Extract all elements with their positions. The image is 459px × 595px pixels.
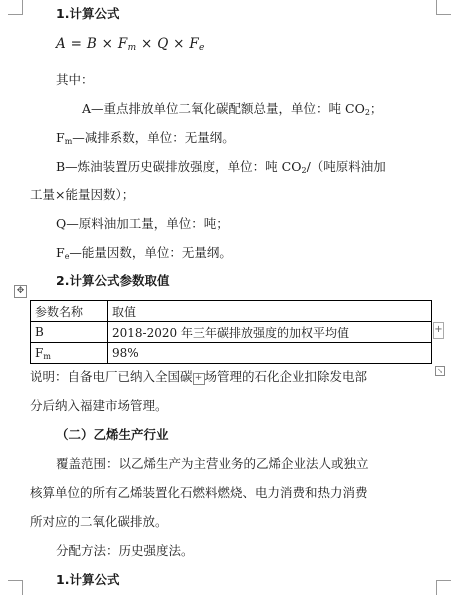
formula-subscript: m — [127, 43, 137, 53]
section-heading: 1.计算公式 — [56, 572, 120, 587]
table-row — [31, 322, 432, 343]
cell-subscript: m — [43, 351, 51, 361]
definition-text: —减排系数，单位：无量纲。 — [72, 130, 235, 145]
definition-text: —能量因数，单位：无量纲。 — [69, 245, 232, 260]
formula-subscript: e — [199, 43, 205, 53]
section-heading: （二）乙烯生产行业 — [56, 427, 169, 442]
table-move-handle-icon[interactable]: ✥ — [14, 285, 27, 298]
table-header-cell[interactable]: 取值 — [108, 301, 432, 322]
page-corner-mark — [436, 0, 451, 15]
formula-operator: × — [97, 36, 118, 52]
definition-text: A—重点排放单位二氧化碳配额总量，单位：吨 CO — [82, 101, 365, 116]
formula-term: Q — [157, 36, 169, 52]
formula-operator: = — [66, 36, 87, 52]
note-text: 场管理的石化企业扣除发电部 — [204, 369, 368, 384]
table-row — [31, 343, 432, 364]
formula-term: A — [56, 36, 67, 52]
formula-term: B — [86, 36, 98, 52]
page-corner-mark — [8, 580, 23, 595]
table-cell[interactable]: 98% — [108, 343, 432, 364]
definition-text: B—炼油装置历史碳排放强度，单位：吨 CO — [56, 159, 302, 174]
scope-line3: 所对应的二氧化碳排放。 — [30, 514, 168, 529]
definition-subscript: 2 — [301, 166, 307, 175]
definition-text: /（吨原料油加 — [306, 159, 386, 174]
allocation-method: 分配方法：历史强度法。 — [56, 543, 194, 558]
table-cell[interactable]: 2018-2020 年三年碳排放强度的加权平均值 — [108, 322, 432, 343]
definition-fe — [56, 243, 232, 261]
table-cell[interactable]: B — [31, 322, 108, 343]
definition-text: ； — [369, 101, 383, 116]
definition-subscript: 2 — [364, 108, 370, 117]
definition-b-line1 — [56, 157, 386, 175]
parameter-table — [30, 300, 432, 364]
formula-term: F — [189, 36, 200, 52]
definition-text: F — [56, 130, 65, 145]
add-row-icon[interactable]: + — [193, 373, 205, 385]
table-resize-handle-icon[interactable]: ↘ — [435, 366, 445, 376]
scope-line1: 覆盖范围：以乙烯生产为主营业务的乙烯企业法人或独立 — [56, 456, 369, 471]
cell-text: F — [35, 345, 44, 360]
definition-subscript: m — [64, 137, 73, 146]
table-header-cell[interactable]: 参数名称 — [31, 301, 108, 322]
note-line1 — [30, 367, 367, 385]
note-line2: 分后纳入福建市场管理。 — [30, 398, 168, 413]
definition-b-line2: 工量×能量因数）； — [30, 187, 135, 202]
page-corner-mark — [436, 580, 451, 595]
definition-subscript: e — [64, 252, 70, 261]
note-text: 说明：自备电厂已纳入全国碳 — [30, 369, 193, 384]
definition-text: F — [56, 245, 65, 260]
section-heading: 1.计算公式 — [56, 6, 120, 21]
where-label: 其中： — [56, 72, 94, 87]
definition-a — [82, 99, 382, 117]
formula — [56, 36, 205, 53]
page-corner-mark — [8, 0, 23, 15]
table-header-row — [31, 301, 432, 322]
formula-term: F — [117, 36, 128, 52]
definition-fm — [56, 128, 235, 146]
table-cell[interactable] — [31, 343, 108, 364]
scope-line2: 核算单位的所有乙烯装置化石燃料燃烧、电力消费和热力消费 — [30, 485, 368, 500]
section-heading: 2.计算公式参数取值 — [56, 273, 170, 288]
add-column-icon[interactable]: + — [433, 322, 444, 339]
formula-operator: × — [136, 36, 158, 52]
formula-operator: × — [168, 36, 190, 52]
definition-q: Q—原料油加工量，单位：吨； — [56, 216, 229, 231]
